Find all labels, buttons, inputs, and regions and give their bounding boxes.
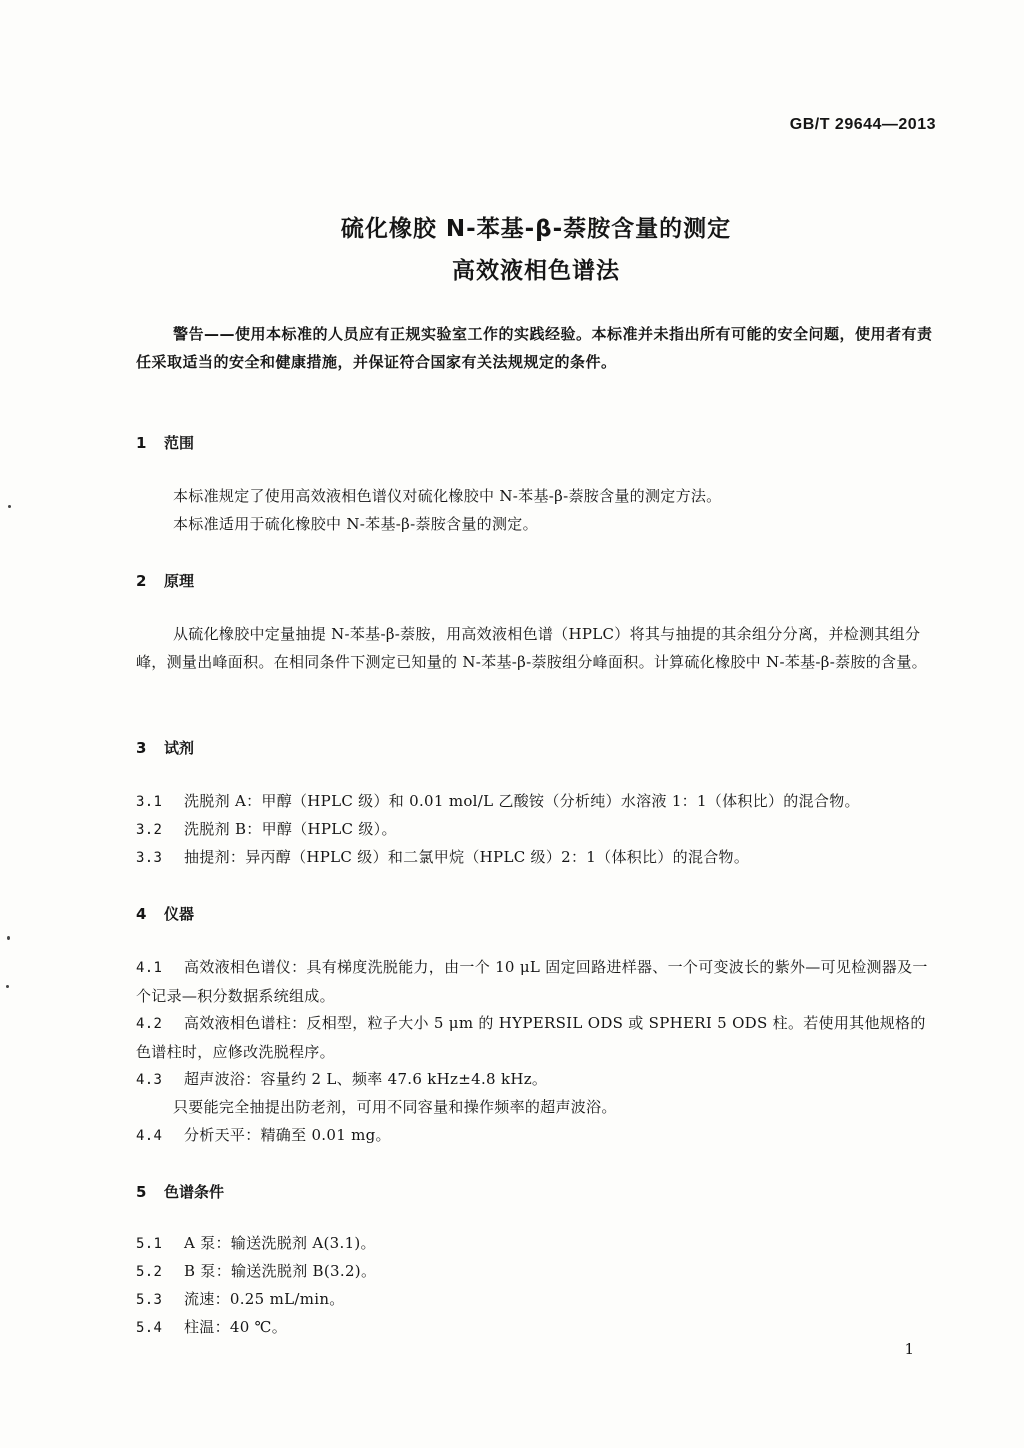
clause-text: A 泵：输送洗脱剂 A(3.1)。 <box>184 1234 376 1252</box>
clause-text: 抽提剂：异丙醇（HPLC 级）和二氯甲烷（HPLC 级）2：1（体积比）的混合物。 <box>184 848 750 866</box>
clause-number: 5.3 <box>136 1292 163 1308</box>
section-title: 范围 <box>164 434 195 452</box>
section-number: 5 <box>136 1183 147 1201</box>
principle-paragraph: 从硫化橡胶中定量抽提 N-苯基-β-萘胺，用高效液相色谱（HPLC）将其与抽提的其余组分分离，并检测其组分峰，测量出峰面积。在相同条件下测定已知量的 N-苯基-β-萘胺组分峰面积。计算硫化橡胶中 N-苯基-β-萘胺的含量。 <box>136 625 927 671</box>
page-number: 1 <box>904 1340 914 1358</box>
section-number: 2 <box>136 572 147 590</box>
clause-text: 流速：0.25 mL/min。 <box>184 1290 345 1308</box>
scan-speck <box>6 985 9 988</box>
section-number: 4 <box>136 905 147 923</box>
clause-number: 4.1 <box>136 960 163 976</box>
clause-number: 5.2 <box>136 1264 163 1280</box>
clause-4-3-note: 只要能完全抽提出防老剂，可用不同容量和操作频率的超声波浴。 <box>173 1098 617 1116</box>
clause-number: 4.2 <box>136 1016 163 1032</box>
clause-number: 3.1 <box>136 794 163 810</box>
clause-number: 4.3 <box>136 1072 163 1088</box>
section-heading-reagents <box>136 737 194 758</box>
clause-4-1 <box>136 953 936 1010</box>
clause-5-4 <box>136 1313 936 1342</box>
clause-number: 3.3 <box>136 850 163 866</box>
clause-text: 分析天平：精确至 0.01 mg。 <box>184 1126 391 1144</box>
section-number: 3 <box>136 739 147 757</box>
scope-paragraph-1: 本标准规定了使用高效液相色谱仪对硫化橡胶中 N-苯基-β-萘胺含量的测定方法。 <box>173 487 722 505</box>
title-line-2: 高效液相色谱法 <box>452 258 620 284</box>
clause-text: 高效液相色谱柱：反相型，粒子大小 5 μm 的 HYPERSIL ODS 或 SPHERI 5 ODS 柱。若使用其他规格的色谱柱时，应修改洗脱程序。 <box>136 1014 926 1061</box>
clause-4-4 <box>136 1121 936 1150</box>
clause-text: 高效液相色谱仪：具有梯度洗脱能力，由一个 10 μL 固定回路进样器、一个可变波长的紫外—可见检测器及一个记录—积分数据系统组成。 <box>136 958 928 1005</box>
section-number: 1 <box>136 434 147 452</box>
section-title: 仪器 <box>164 905 195 923</box>
section-title: 色谱条件 <box>164 1183 225 1201</box>
clause-number: 3.2 <box>136 822 163 838</box>
section-heading-apparatus <box>136 903 194 924</box>
section-title: 原理 <box>164 572 195 590</box>
clause-text: B 泵：输送洗脱剂 B(3.2)。 <box>184 1262 377 1280</box>
standard-code: GB/T 29644—2013 <box>789 116 936 133</box>
clause-3-2 <box>136 815 936 844</box>
clause-3-3 <box>136 843 936 872</box>
clause-number: 5.1 <box>136 1236 163 1252</box>
section-heading-principle <box>136 570 194 591</box>
clause-4-2 <box>136 1009 936 1066</box>
section-heading-scope <box>136 432 194 453</box>
section-heading-chromatographic-conditions <box>136 1181 224 1202</box>
clause-text: 超声波浴：容量约 2 L、频率 47.6 kHz±4.8 kHz。 <box>184 1070 548 1088</box>
clause-5-2 <box>136 1257 936 1286</box>
warning-paragraph: 警告——使用本标准的人员应有正规实验室工作的实践经验。本标准并未指出所有可能的安全问题，使用者有责任采取适当的安全和健康措施，并保证符合国家有关法规规定的条件。 <box>136 325 933 371</box>
clause-3-1 <box>136 787 936 816</box>
clause-text: 柱温：40 ℃。 <box>184 1318 288 1336</box>
clause-5-3 <box>136 1285 936 1314</box>
clause-number: 4.4 <box>136 1128 163 1144</box>
scan-speck <box>7 936 10 940</box>
clause-5-1 <box>136 1229 936 1258</box>
title-line-1: 硫化橡胶 N-苯基-β-萘胺含量的测定 <box>340 216 732 242</box>
clause-4-3 <box>136 1065 936 1094</box>
clause-text: 洗脱剂 A：甲醇（HPLC 级）和 0.01 mol/L 乙酸铵（分析纯）水溶液 1：1（体积比）的混合物。 <box>184 792 860 810</box>
section-title: 试剂 <box>164 739 195 757</box>
scope-paragraph-2: 本标准适用于硫化橡胶中 N-苯基-β-萘胺含量的测定。 <box>173 515 538 533</box>
clause-number: 5.4 <box>136 1320 163 1336</box>
scan-speck <box>8 505 11 508</box>
clause-text: 洗脱剂 B：甲醇（HPLC 级）。 <box>184 820 397 838</box>
